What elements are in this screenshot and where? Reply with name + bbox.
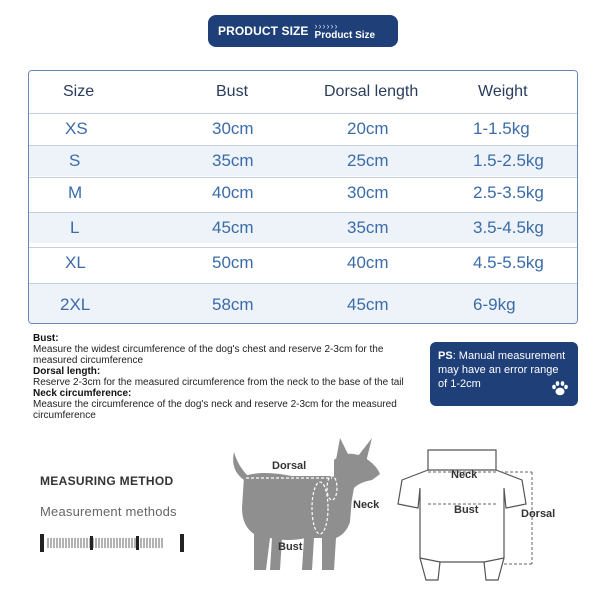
garment-label-neck: Neck xyxy=(451,469,478,481)
column-header-dorsal-length: Dorsal length xyxy=(324,83,419,100)
dog-label-bust: Bust xyxy=(278,541,303,553)
weight-cell: 1.5-2.5kg xyxy=(473,151,544,170)
bust-cell: 35cm xyxy=(212,151,254,170)
bust-cell: 50cm xyxy=(212,253,254,272)
dorsal-length-cell: 30cm xyxy=(347,183,389,202)
dorsal-length-cell: 40cm xyxy=(347,253,389,272)
size-cell: M xyxy=(68,183,83,202)
product-size-header xyxy=(208,15,398,47)
note-text-dorsal-length: Reserve 2-3cm for the measured circumference from the neck to the base of the tail xyxy=(33,377,404,388)
weight-cell: 1-1.5kg xyxy=(473,119,530,138)
garment-label-dorsal: Dorsal xyxy=(521,508,556,520)
header-title: PRODUCT SIZE xyxy=(218,24,309,38)
table-row xyxy=(29,113,577,144)
table-row xyxy=(29,212,577,243)
bust-cell: 58cm xyxy=(212,294,254,314)
size-cell: XL xyxy=(65,253,86,272)
note-text-neck: Measure the circumference of the dog's neck and reserve 2-3cm for the measured circumference xyxy=(33,399,397,421)
table-row xyxy=(29,177,577,208)
table-row xyxy=(29,247,577,278)
table-row xyxy=(29,283,577,324)
column-header-size: Size xyxy=(63,83,95,100)
bust-cell: 30cm xyxy=(212,119,254,138)
size-cell: L xyxy=(70,218,80,237)
weight-cell: 2.5-3.5kg xyxy=(473,183,544,202)
note-title-dorsal-length: Dorsal length: xyxy=(33,366,101,377)
dorsal-length-cell: 45cm xyxy=(347,294,389,314)
ps-note-box xyxy=(430,342,578,406)
measuring-method-title: MEASURING METHOD xyxy=(40,474,174,488)
weight-cell: 3.5-4.5kg xyxy=(473,218,544,237)
bust-cell: 45cm xyxy=(212,218,254,237)
ps-text: : Manual measurement may have an error range of 1-2cm xyxy=(438,350,566,390)
dog-label-dorsal: Dorsal xyxy=(272,460,307,472)
size-cell: 2XL xyxy=(60,294,91,314)
column-header-weight: Weight xyxy=(478,83,528,100)
dog-label-neck: Neck xyxy=(353,499,380,511)
paw-icon xyxy=(550,378,570,398)
bust-cell: 40cm xyxy=(212,183,254,202)
size-table xyxy=(28,70,578,324)
column-header-bust: Bust xyxy=(216,83,249,100)
note-text-bust: Measure the widest circumference of the dog's chest and reserve 2-3cm for the measured circumference xyxy=(33,344,384,366)
size-cell: S xyxy=(69,151,81,170)
table-header-row xyxy=(29,71,577,113)
garment-label-bust: Bust xyxy=(454,504,479,516)
dorsal-length-cell: 35cm xyxy=(347,218,389,237)
size-cell: XS xyxy=(65,119,88,138)
measurement-notes xyxy=(33,333,423,421)
ruler-icon xyxy=(40,532,190,554)
note-title-neck: Neck circumference: xyxy=(33,388,132,399)
weight-cell: 6-9kg xyxy=(473,294,516,314)
dorsal-length-cell: 25cm xyxy=(347,151,389,170)
ps-label: PS xyxy=(438,350,453,362)
header-subtitle: Product Size xyxy=(314,30,376,41)
dorsal-length-cell: 20cm xyxy=(347,119,389,138)
chevron-right-icon: ›››››› xyxy=(314,21,339,31)
measuring-method-subtitle: Measurement methods xyxy=(40,504,177,519)
table-row xyxy=(29,145,577,176)
weight-cell: 4.5-5.5kg xyxy=(473,253,544,272)
note-title-bust: Bust: xyxy=(33,333,59,344)
